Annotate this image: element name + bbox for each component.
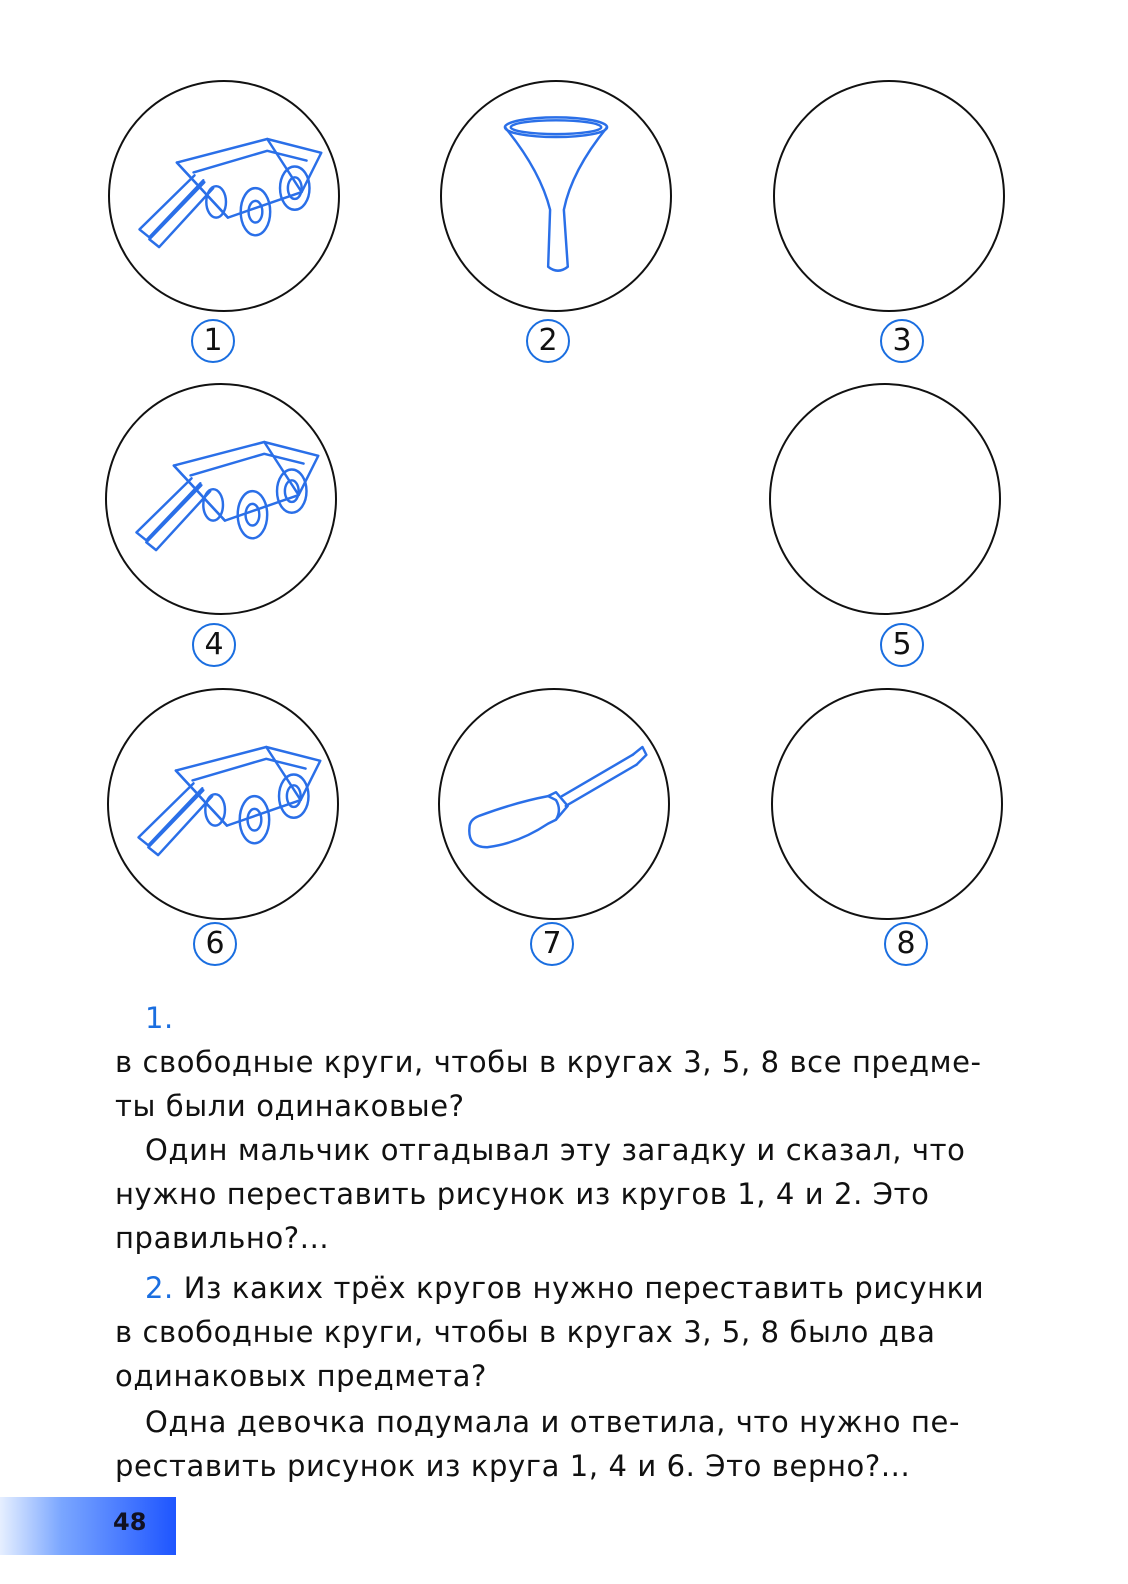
circle-number-8: 8 xyxy=(884,922,928,966)
task-1-line-1: в свободные круги, чтобы в кругах 3, 5, 8 все предме- xyxy=(115,1045,982,1079)
task-2-text xyxy=(115,1266,1015,1398)
circle-number-2: 2 xyxy=(526,319,570,363)
circle-1 xyxy=(108,80,340,312)
page-number: 48 xyxy=(113,1508,147,1536)
cart-icon xyxy=(110,82,338,310)
screwdriver-icon xyxy=(440,690,668,918)
circle-3 xyxy=(773,80,1005,312)
circle-number-7: 7 xyxy=(530,922,574,966)
funnel-icon xyxy=(442,82,670,310)
girl-answer-text xyxy=(115,1400,1015,1488)
cart-icon xyxy=(107,385,335,613)
boy-line-2: нужно переставить рисунок из кругов 1, 4 и 2. Это xyxy=(115,1177,930,1211)
girl-line-2: реставить рисунок из круга 1, 4 и 6. Это верно?... xyxy=(115,1449,911,1483)
circle-number-4: 4 xyxy=(192,623,236,667)
circle-6 xyxy=(107,688,339,920)
cart-icon xyxy=(109,690,337,918)
boy-line-1: Один мальчик отгадывал эту загадку и сказал, что xyxy=(145,1133,966,1167)
task-1-text xyxy=(115,1040,1015,1128)
circle-7 xyxy=(438,688,670,920)
circle-number-6: 6 xyxy=(193,922,237,966)
boy-line-3: правильно?... xyxy=(115,1221,330,1255)
circle-number-1: 1 xyxy=(191,319,235,363)
circle-5 xyxy=(769,383,1001,615)
task-2-line-3: одинаковых предмета? xyxy=(115,1359,488,1393)
girl-line-1: Одна девочка подумала и ответила, что нужно пе- xyxy=(145,1405,961,1439)
task-2-line-1: Из каких трёх кругов нужно переставить рисунки xyxy=(173,1271,985,1305)
task-1-number-line xyxy=(115,996,1015,1040)
circle-2 xyxy=(440,80,672,312)
task-1-number: 1. xyxy=(145,1001,174,1035)
boy-answer-text xyxy=(115,1128,1015,1260)
circle-8 xyxy=(771,688,1003,920)
page-number-tab xyxy=(0,1497,176,1555)
circle-number-3: 3 xyxy=(880,319,924,363)
task-1-line-2: ты были одинаковые? xyxy=(115,1089,465,1123)
task-2-line-2: в свободные круги, чтобы в кругах 3, 5, 8 было два xyxy=(115,1315,936,1349)
task-2-number: 2. xyxy=(145,1271,174,1305)
circle-number-5: 5 xyxy=(880,623,924,667)
circle-4 xyxy=(105,383,337,615)
